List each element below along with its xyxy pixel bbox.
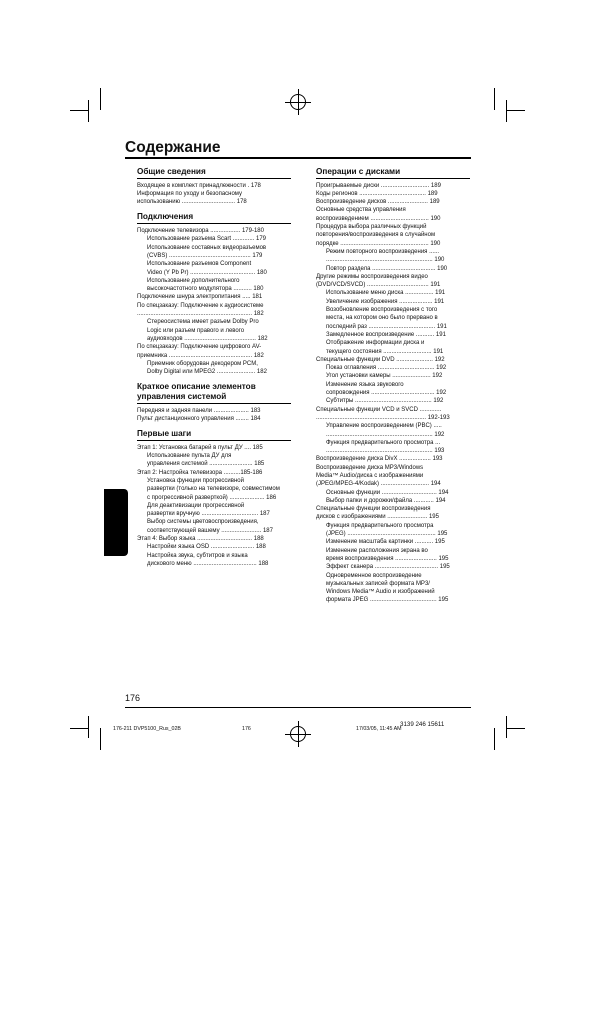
toc-entry: Использование составных видеоразъемов	[147, 244, 267, 251]
section-heading: Операции с дисками	[316, 167, 470, 179]
toc-entry: (JPEG/MPEG-4/Kodak) ............................. 194	[316, 481, 441, 488]
toc-entry: Входящее в комплект принадлежности . 178	[137, 182, 261, 189]
crop-mark	[100, 728, 101, 750]
section-heading: Подключения	[137, 212, 291, 224]
toc-entry: Информация по уходу и безопасному	[137, 190, 243, 197]
toc-entry: Изменение масштаба картинки ........... 195	[326, 539, 445, 546]
toc-entry: Субтитры .............................................. 192	[326, 398, 444, 405]
toc-entry: Выбор системы цветовоспроизведения,	[147, 519, 259, 526]
toc-entry: воспроизведением ................................... 190	[316, 215, 441, 222]
toc-right-column	[316, 167, 470, 605]
toc-entry: Выбор папки и дорожки/файла ............ 194	[326, 497, 446, 504]
toc-entry: сопровождения ...................................... 192	[326, 390, 447, 397]
toc-entry: (CVBS) ................................................. 179	[147, 252, 263, 259]
toc-entry: Основные средства управления	[316, 207, 406, 214]
toc-entry: Одновременное воспроизведение	[326, 572, 422, 579]
toc-entry: Повтор раздела ...................................... 190	[326, 265, 448, 272]
toc-entry: Стереосистема имеет разъем Dolby Pro	[147, 319, 259, 326]
toc-entry: Media™ Audio/диска с изображениями	[316, 472, 424, 479]
toc-entry: Windows Media™ Audio и изображений	[326, 589, 435, 596]
crop-mark	[494, 728, 495, 750]
crop-mark	[507, 110, 525, 111]
toc-entry: Отображение информации диска и	[326, 340, 425, 347]
toc-entry: Управление воспроизведением (PBC) .....	[326, 423, 442, 430]
toc-entry: Использование дополнительного	[147, 277, 240, 284]
footer-date: 17/03/05, 11:45 AM	[356, 726, 402, 732]
crop-mark	[506, 716, 507, 738]
toc-entry: с прогрессивной разверткой) ..................... 186	[147, 494, 277, 501]
toc-entry: дискового меню ...................................... 188	[147, 560, 269, 567]
toc-entry: Подключение шнура электропитания ..... 181	[137, 294, 263, 301]
toc-entry: Изменение языка звукового	[326, 381, 404, 388]
toc-entry: Специальные функции VCD и SVCD .............	[316, 406, 442, 413]
crop-mark	[100, 88, 101, 110]
toc-entry: Этап 4: Выбор языка ................................. 188	[137, 536, 264, 543]
toc-entry: Функция предварительного просмотра	[326, 522, 434, 529]
registration-target-icon	[290, 726, 306, 742]
toc-entry: Режим повторного воспроизведения ......	[326, 248, 440, 255]
toc-entry: музыкальных записей формата MP3/	[326, 580, 430, 587]
toc-entry: Передняя и задняя панели ..................... 183	[137, 407, 261, 414]
toc-entry: Этап 1: Установка батарей в пульт ДУ .... 185	[137, 444, 263, 451]
document-code: 3139 246 15611	[400, 721, 445, 728]
toc-entry: соответствующей вашему ........................ 187	[147, 527, 273, 534]
toc-entry: аудиовходов ........................................... 182	[147, 335, 268, 342]
title-divider	[125, 157, 471, 159]
toc-entry: Специальные функции воспроизведения	[316, 506, 431, 513]
toc-entry: Функция предварительного просмотра ...	[326, 439, 441, 446]
section-heading: Краткое описание элементов управления системой	[137, 382, 291, 403]
toc-entry: По спецзаказу: Подключение цифрового AV-	[137, 344, 262, 351]
toc-entry: ................................................................ 193	[326, 448, 445, 455]
toc-entry: Video (Y Pb Pr) ....................................... 180	[147, 269, 267, 276]
toc-entry: управления системой .......................... 185	[147, 461, 265, 468]
toc-entry: формата JPEG ........................................ 195	[326, 597, 449, 604]
toc-entry: Настройка звука, субтитров и языка	[147, 552, 248, 559]
crop-mark	[70, 728, 88, 729]
toc-entry: Процедура выбора различных функций	[316, 224, 427, 231]
toc-entry: ................................................................ 192	[326, 431, 445, 438]
section-heading: Первые шаги	[137, 429, 291, 441]
crop-mark	[70, 110, 88, 111]
toc-entry: Logic или разъем правого и левого	[147, 327, 245, 334]
footer-divider	[125, 707, 471, 708]
toc-left-column	[137, 167, 291, 568]
crop-mark	[506, 100, 507, 122]
toc-entry: Воспроизведение дисков ........................ 189	[316, 199, 440, 206]
toc-entry: Эффект сканера ...................................... 195	[326, 564, 450, 571]
toc-entry: последний раз ........................................ 191	[326, 323, 447, 330]
toc-entry: Увеличение изображения .................... 191	[326, 298, 445, 305]
toc-entry: По спецзаказу: Подключение к аудиосистеме	[137, 302, 264, 309]
toc-entry: текущего состояния ............................. 191	[326, 348, 444, 355]
toc-entry: Возобновление воспроизведения с того	[326, 307, 438, 314]
toc-entry: Замедленное воспроизведение ........... 191	[326, 331, 446, 338]
toc-entry: Dolby Digital или MPEG2 ....................... 182	[147, 369, 267, 376]
crop-mark	[507, 728, 525, 729]
toc-entry: (JPEG) ..................................................... 195	[326, 531, 448, 538]
toc-entry: Использование пульта ДУ для	[147, 453, 232, 460]
toc-entry: Основные функции ................................. 194	[326, 489, 449, 496]
toc-entry: Подключение телевизора .................. 179-180	[137, 228, 264, 235]
toc-entry: Проигрываемые диски ............................. 189	[316, 182, 441, 189]
toc-entry: Использование разъема Scart ............. 179	[147, 236, 267, 243]
page-number: 176	[125, 693, 141, 703]
toc-entry: Пульт дистанционного управления ........ 184	[137, 415, 261, 422]
toc-entry: высокочастотного модулятора ........... 180	[147, 286, 264, 293]
toc-entry: приемника .................................................. 182	[137, 352, 264, 359]
toc-entry: ................................................................ 190	[326, 257, 445, 264]
toc-entry: порядке ..................................................... 190	[316, 240, 441, 247]
toc-entry: Этап 2: Настройка телевизора ..........185-186	[137, 469, 263, 476]
toc-entry: время воспроизведения ......................... 195	[326, 555, 449, 562]
toc-entry: Показ оглавления .................................. 192	[326, 365, 447, 372]
language-tab-label: Русский	[215, 990, 225, 1031]
toc-entry: Специальные функции DVD ...................... 192	[316, 356, 445, 363]
toc-entry: развертки вручную .................................. 187	[147, 511, 270, 518]
toc-entry: использованию ................................ 178	[137, 199, 247, 206]
toc-entry: Использование меню диска ................. 191	[326, 290, 446, 297]
toc-entry: Использование разъемов Component	[147, 261, 252, 268]
toc-entry: Угол установки камеры ....................... 192	[326, 373, 443, 380]
toc-entry: Коды регионов ........................................ 189	[316, 190, 438, 197]
section-heading: Общие сведения	[137, 167, 291, 179]
toc-entry: (DVD/VCD/SVCD) ..................................... 191	[316, 282, 441, 289]
toc-entry: дисков с изображениями ........................ 195	[316, 514, 439, 521]
toc-entry: места, на котором оно было прервано в	[326, 315, 438, 322]
toc-entry: Изменение расположения экрана во	[326, 547, 428, 554]
registration-target-icon	[290, 94, 306, 110]
toc-entry: ..................................................................... 182	[137, 311, 264, 318]
toc-entry: Установка функции прогрессивной	[147, 477, 244, 484]
toc-entry: Приемник оборудован декодером PCM,	[147, 360, 258, 367]
toc-entry: развертки (только на телевизоре, совместимом	[147, 486, 280, 493]
toc-entry: .................................................................. 192-193	[316, 414, 450, 421]
toc-entry: Настройки языка OSD .......................... 188	[147, 544, 266, 551]
toc-entry: Воспроизведение диска DivX ................... 193	[316, 456, 443, 463]
footer-filename: 176-211 DVP5100_Rus_02B	[113, 726, 181, 732]
crop-mark	[494, 88, 495, 110]
crop-mark	[88, 100, 89, 122]
toc-entry: Другие режимы воспроизведения видео	[316, 273, 428, 280]
toc-entry: Воспроизведение диска MP3/Windows	[316, 464, 424, 471]
toc-entry: Для деактивизации прогрессивной	[147, 502, 245, 509]
crop-mark	[88, 716, 89, 738]
footer-page: 176	[242, 726, 251, 732]
toc-entry: повторения/воспроизведения в случайном	[316, 232, 436, 239]
page-title: Содержание	[125, 139, 221, 156]
